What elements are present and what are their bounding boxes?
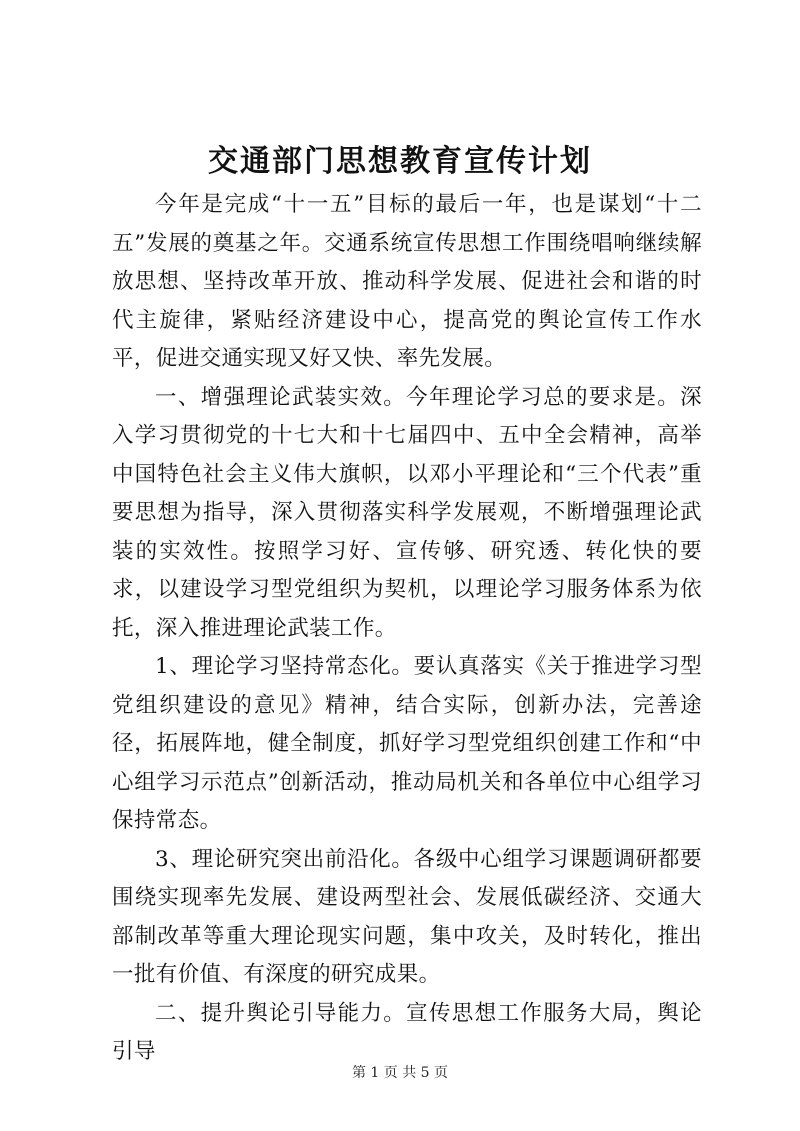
page-footer: 第 1 页 共 5 页 (351, 1065, 449, 1081)
paragraph-item-1: 1、理论学习坚持常态化。要认真落实《关于推进学习型党组织建设的意见》精神，结合实际，创新办法，完善途径，拓展阵地，健全制度，抓好学习型党组织创建工作和“中心组学习示范点”创新活动，推动局机关和各单位中心组学习保持常态。 (112, 654, 702, 833)
paragraph-intro: 今年是完成“十一五”目标的最后一年，也是谋划“十二五”发展的奠基之年。交通系统宣传思想工作围绕唱响继续解放思想、坚持改革开放、推动科学发展、促进社会和谐的时代主旋律，紧贴经济建设中心，提高党的舆论宣传工作水平，促进交通实现又好又快、率先发展。 (112, 192, 702, 371)
paragraph-section-two: 二、提升舆论引导能力。宣传思想工作服务大局，舆论引导 (112, 1000, 702, 1064)
document-body (112, 186, 702, 1072)
page-title: 交通部门思想教育宣传计划 (208, 144, 592, 179)
paragraph-item-3: 3、理论研究突出前沿化。各级中心组学习课题调研都要围绕实现率先发展、建设两型社会、发展低碳经济、交通大部制改革等重大理论现实问题，集中攻关，及时转化，推出一批有价值、有深度的研究成果。 (112, 846, 702, 987)
paragraph-section-one: 一、增强理论武装实效。今年理论学习总的要求是。深入学习贯彻党的十七大和十七届四中、五中全会精神，高举中国特色社会主义伟大旗帜，以邓小平理论和“三个代表”重要思想为指导，深入贯彻落实科学发展观，不断增强理论武装的实效性。按照学习好、宣传够、研究透、转化快的要求，以建设学习型党组织为契机，以理论学习服务体系为依托，深入推进理论武装工作。 (112, 384, 702, 641)
